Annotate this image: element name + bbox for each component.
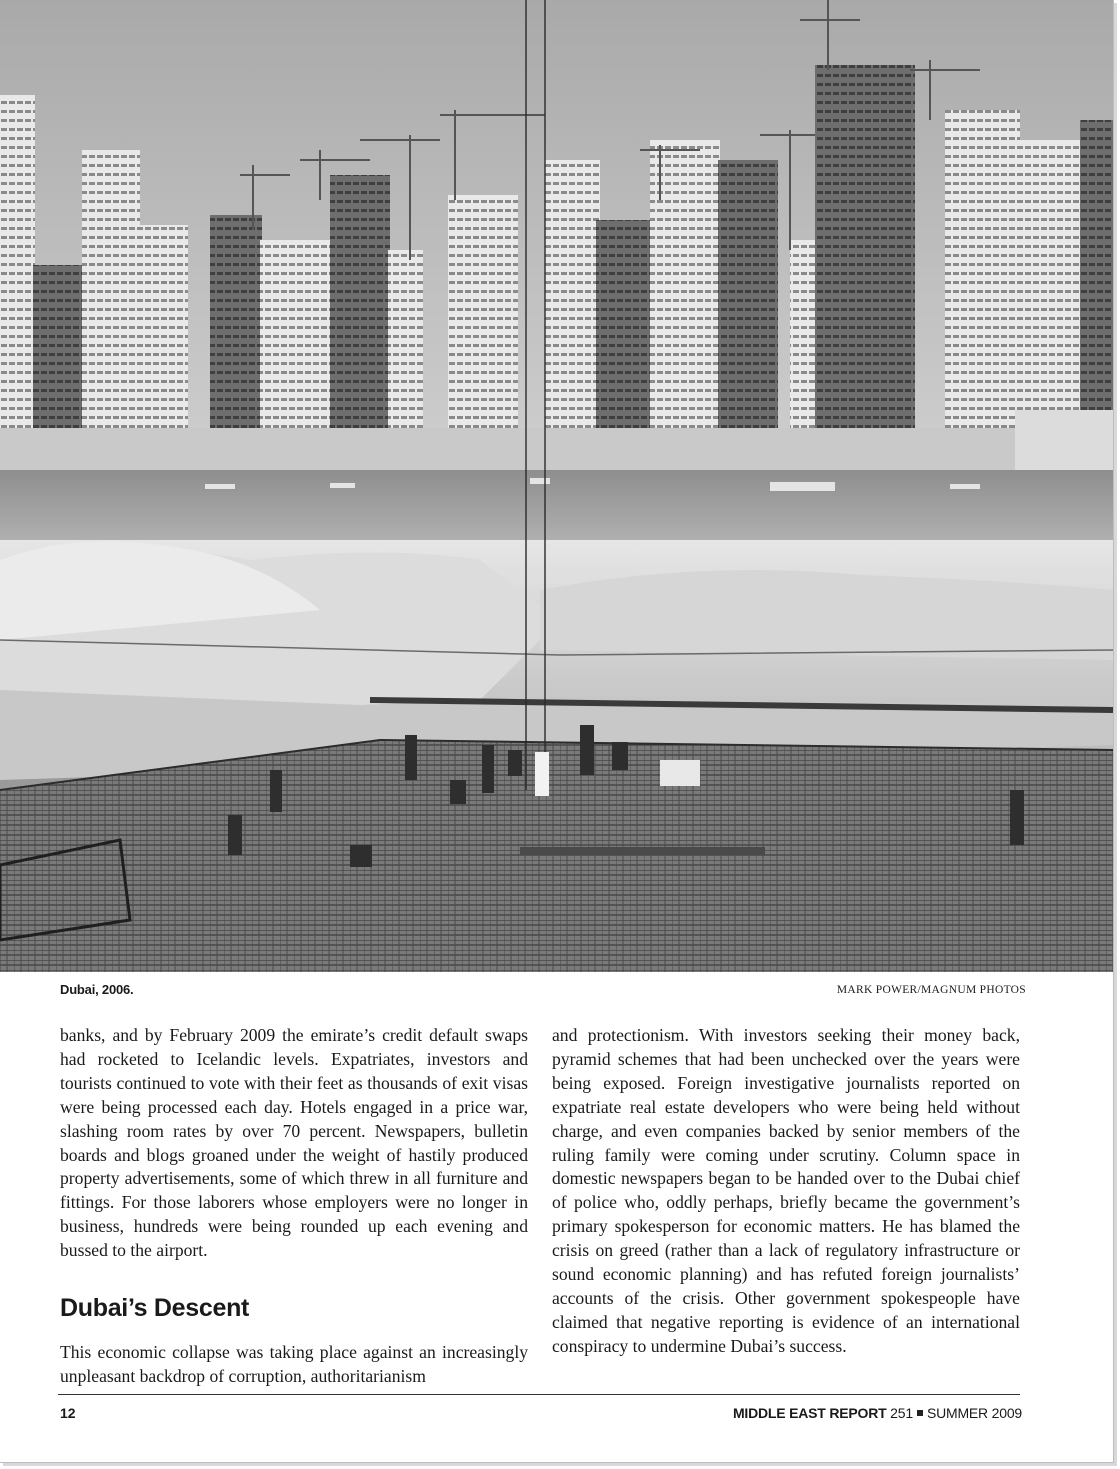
section-heading: Dubai’s Descent — [60, 1294, 250, 1323]
issue-number: 251 — [890, 1405, 913, 1421]
right-paragraph: and protectionism. With investors seeking their money back, pyramid schemes that had been unchecked over the years were being exposed. Foreign investigative journalists reported on expatriate real estate developers who were being held without charge, and even companies backed by senior members of the ruling family were coming under scrutiny. Column space in domestic newspapers began to be handed over to the Dubai chief of police who, oddly perhaps, briefly became the government’s primary spokesperson for economic matters. He has blamed the crisis on greed (rather than a lack of regulatory infrastructure or sound economic planning) and has refuted foreign journalists’ accounts of the crisis. Other government spokespeople have claimed that negative reporting is evidence of an international conspiracy to undermine Dubai’s success. — [552, 1025, 1020, 1356]
page-number: 12 — [60, 1405, 76, 1421]
left-paragraph: banks, and by February 2009 the emirate’s credit default swaps had rocketed to Icelandic levels. Expatriates, investors and tourists continued to vote with their feet as thousands of exit visas were being processed each day. Hotels engaged in a price war, slashing room rates by over 70 percent. Newspapers, bulletin boards and blogs groaned under the weight of hastily produced property advertisements, some of which threw in all furniture and fittings. For those laborers whose employers were no longer in business, hundreds were being rounded up each evening and bussed to the airport. — [60, 1025, 528, 1261]
photo-caption: Dubai, 2006. — [60, 982, 134, 997]
left-column — [60, 1024, 528, 1389]
publication-name: MIDDLE EAST REPORT — [732, 1405, 887, 1421]
right-column — [552, 1024, 1020, 1359]
square-separator-icon — [917, 1410, 923, 1416]
photo-credit: MARK POWER/MAGNUM PHOTOS — [836, 984, 1026, 996]
left-paragraph-2: This economic collapse was taking place against an increasingly unpleasant backdrop of corruption, authoritarianism — [60, 1342, 528, 1386]
running-footer — [733, 1405, 1022, 1421]
issue-season: SUMMER 2009 — [926, 1405, 1022, 1421]
footer-rule — [58, 1394, 1020, 1395]
